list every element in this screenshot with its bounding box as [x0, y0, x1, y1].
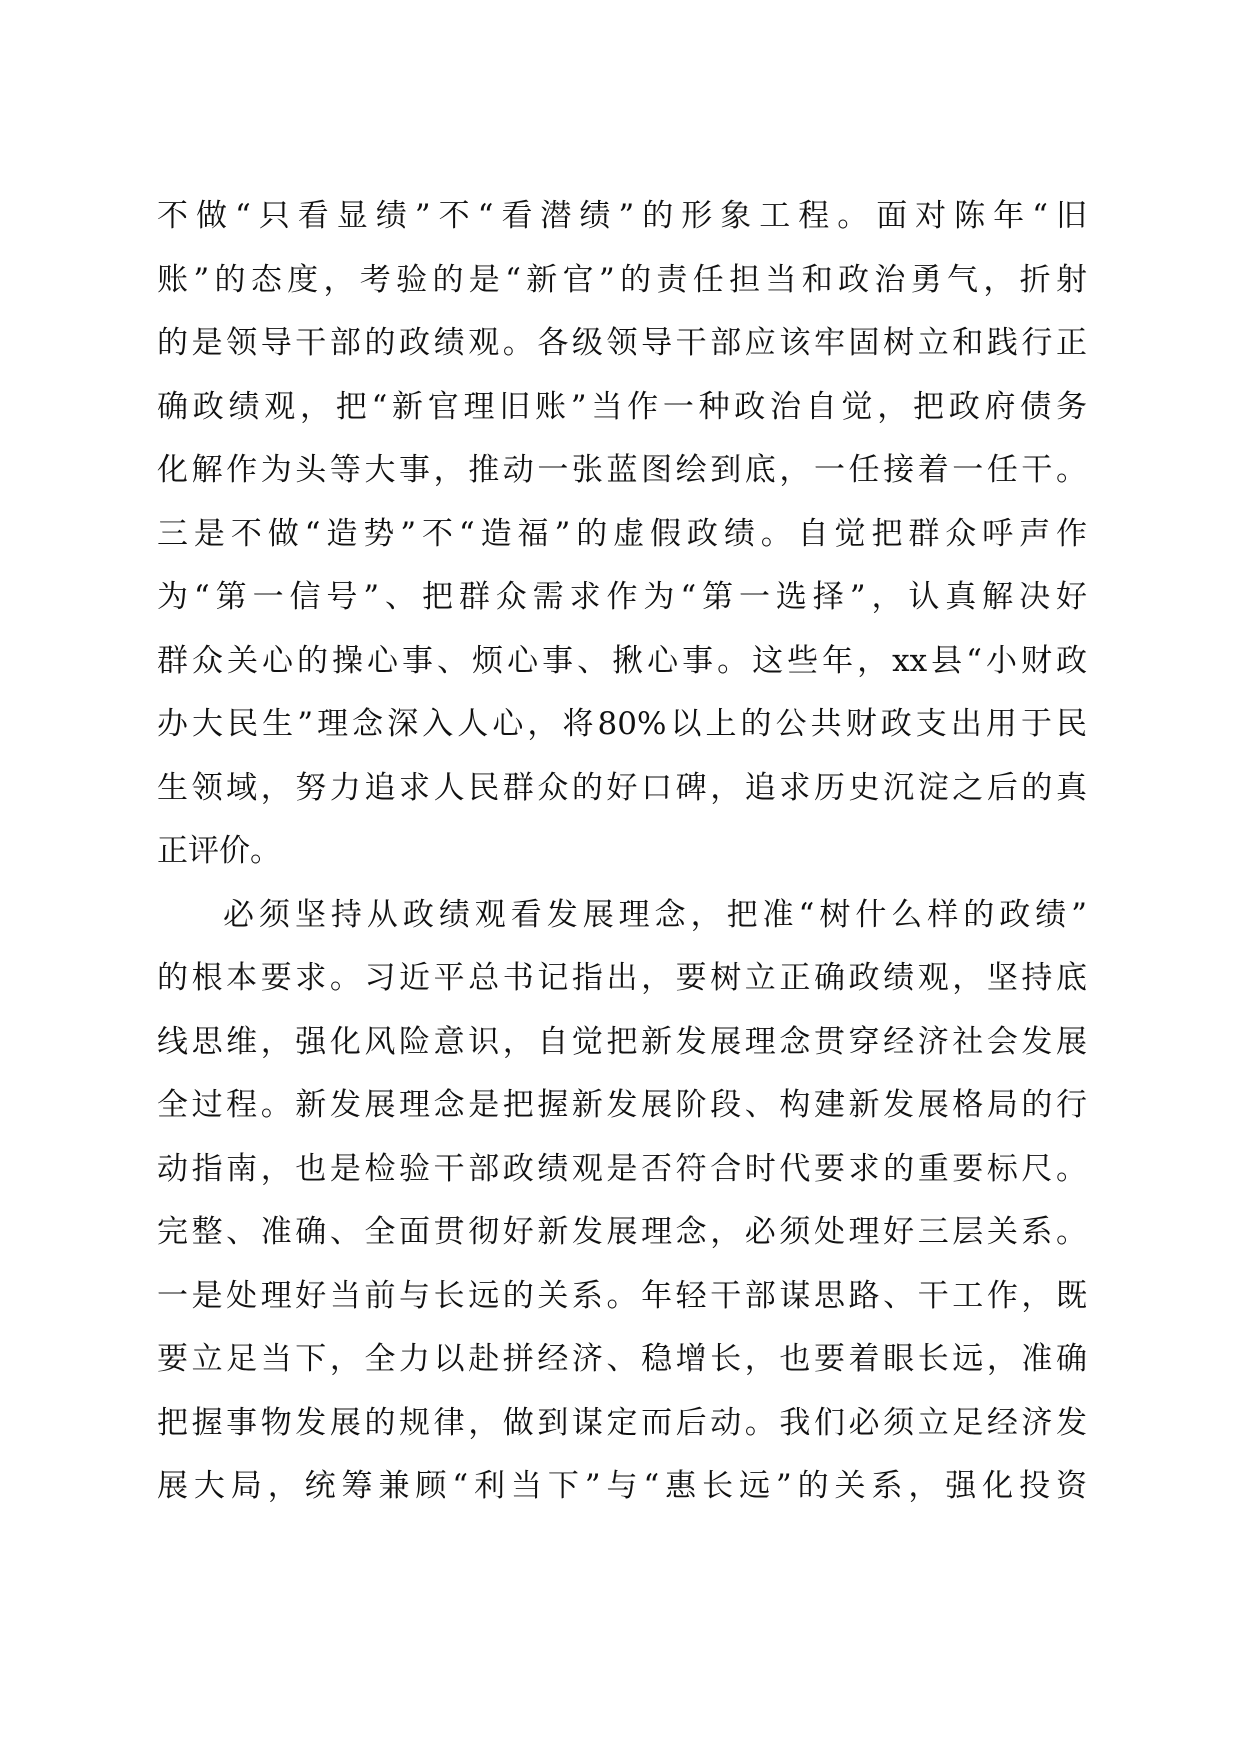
- text-line: 完整、准确、全面贯彻好新发展理念，必须处理好三层关系。: [157, 1214, 1087, 1250]
- text-line: 展大局，统筹兼顾“利当下”与“惠长远”的关系，强化投资: [157, 1468, 1087, 1504]
- text-line: 三是不做“造势”不“造福”的虚假政绩。自觉把群众呼声作: [157, 515, 1087, 552]
- text-line: 把握事物发展的规律，做到谋定而后动。我们必须立足经济发: [157, 1404, 1087, 1441]
- text-line: 正评价。: [157, 833, 281, 869]
- text-line: 确政绩观，把“新官理旧账”当作一种政治自觉，把政府债务: [157, 388, 1087, 425]
- text-line: 不做“只看显绩”不“看潜绩”的形象工程。面对陈年“旧: [157, 198, 1087, 234]
- text-line: 的是领导干部的政绩观。各级领导干部应该牢固树立和践行正: [157, 325, 1087, 361]
- text-line: 群众关心的操心事、烦心事、揪心事。这些年，xx县“小财政: [157, 642, 1087, 679]
- text-line: 为“第一信号”、把群众需求作为“第一选择”，认真解决好: [157, 579, 1087, 615]
- text-line: 账”的态度，考验的是“新官”的责任担当和政治勇气，折射: [157, 261, 1087, 298]
- text-line: 的根本要求。习近平总书记指出，要树立正确政绩观，坚持底: [157, 960, 1087, 996]
- text-line: 全过程。新发展理念是把握新发展阶段、构建新发展格局的行: [157, 1087, 1087, 1123]
- text-line: 必须坚持从政绩观看发展理念，把准“树什么样的政绩”: [223, 896, 1087, 933]
- text-line: 动指南，也是检验干部政绩观是否符合时代要求的重要标尺。: [157, 1150, 1087, 1187]
- text-line: 要立足当下，全力以赴拼经济、稳增长，也要着眼长远，准确: [157, 1341, 1087, 1377]
- paragraph-1: [157, 185, 1087, 884]
- paragraph-2: [157, 884, 1087, 1519]
- text-line: 一是处理好当前与长远的关系。年轻干部谋思路、干工作，既: [157, 1277, 1087, 1314]
- body-text: [157, 185, 1087, 1519]
- text-line: 生领域，努力追求人民群众的好口碑，追求历史沉淀之后的真: [157, 769, 1087, 806]
- text-line: 线思维，强化风险意识，自觉把新发展理念贯穿经济社会发展: [157, 1023, 1087, 1060]
- text-line: 化解作为头等大事，推动一张蓝图绘到底，一任接着一任干。: [157, 452, 1087, 488]
- text-line: 办大民生”理念深入人心，将80%以上的公共财政支出用于民: [157, 706, 1087, 742]
